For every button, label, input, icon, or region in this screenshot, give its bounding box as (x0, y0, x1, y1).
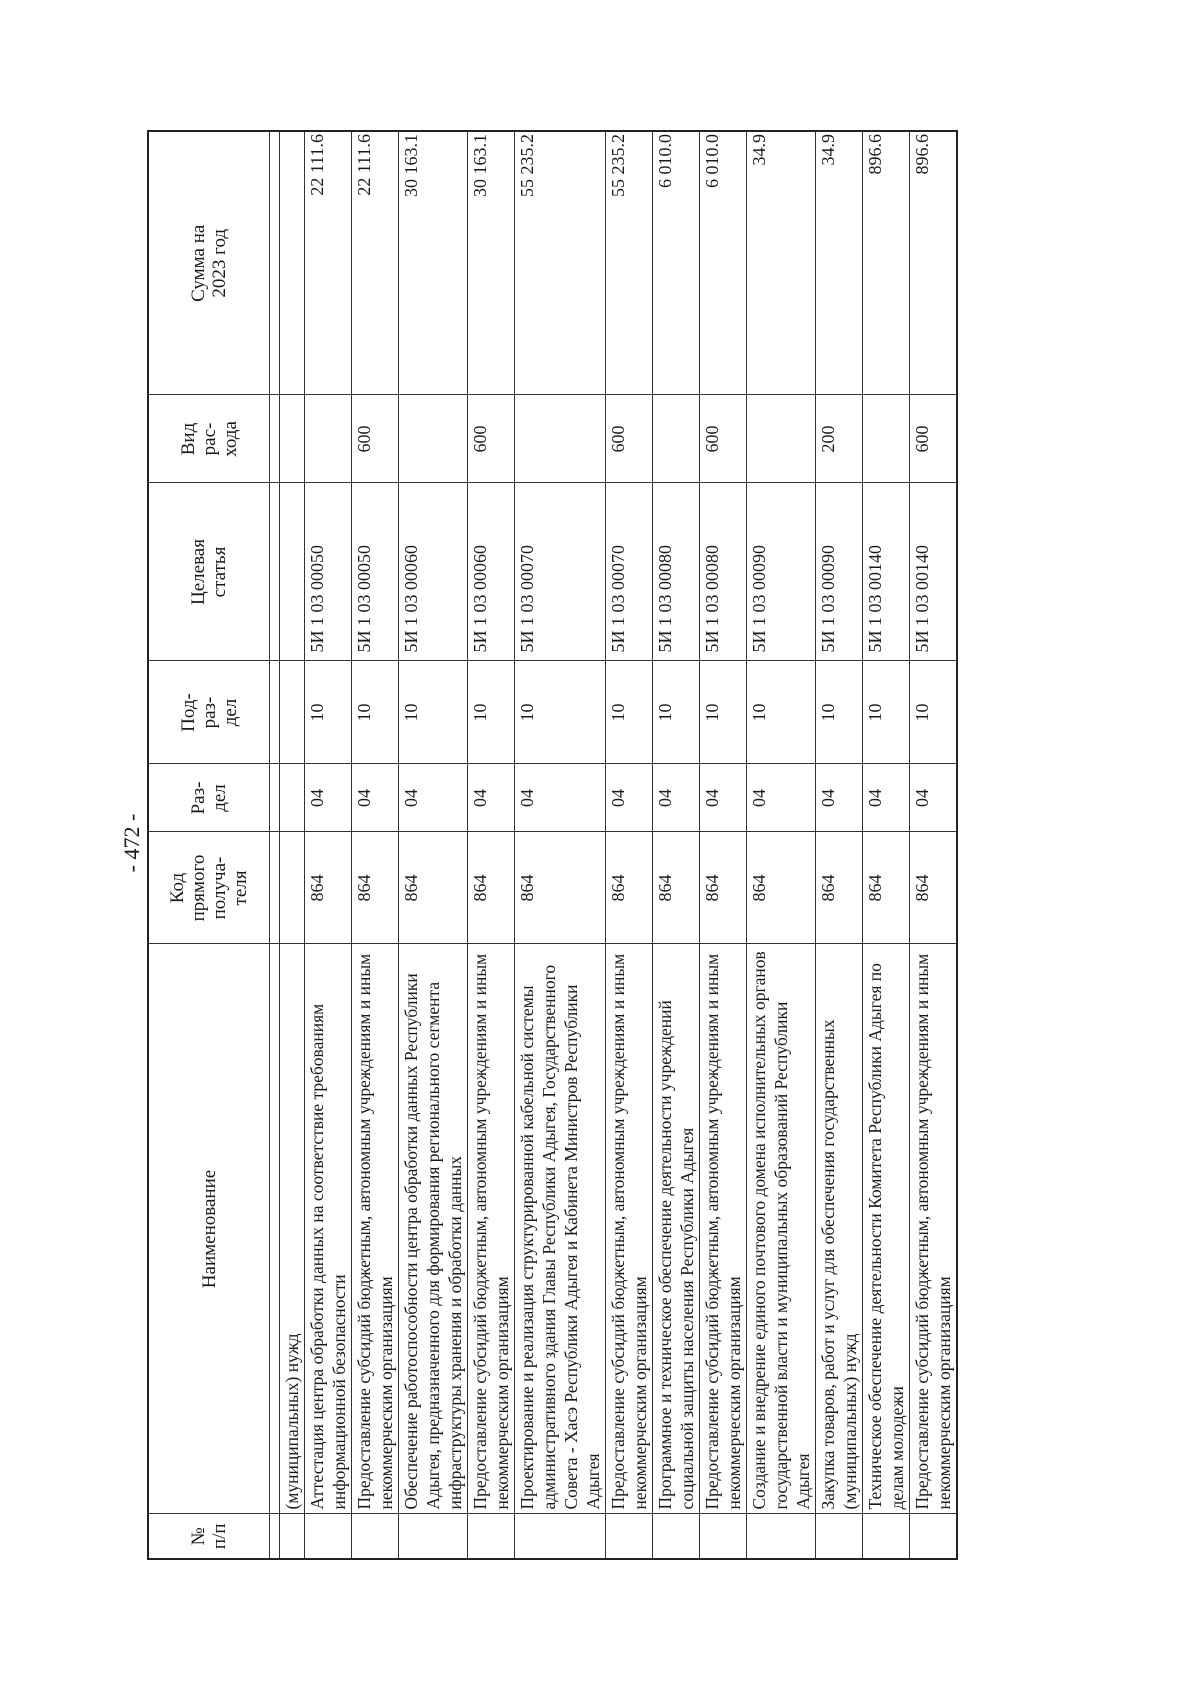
cell-target: 5И 1 03 00140 (910, 483, 958, 661)
cell-num (816, 1514, 863, 1559)
cell-num (606, 1514, 653, 1559)
cell-section: 04 (399, 764, 468, 832)
cell-section: 04 (515, 764, 606, 832)
cell-target: 5И 1 03 00140 (863, 483, 910, 661)
cell-num (352, 1514, 399, 1559)
cell-subsection: 10 (816, 661, 863, 764)
cell-name: Предоставление субсидий бюджетным, автономным учреждениям и иным некоммерческим организациям (700, 944, 747, 1514)
cell-subsection: 10 (515, 661, 606, 764)
cell-num (653, 1514, 700, 1559)
table-row (399, 131, 468, 1559)
cell-amount: 55 235.2 (606, 131, 653, 395)
cell-recipient: 864 (305, 832, 352, 944)
cell-name: Создание и внедрение единого почтового домена исполнительных органов государственной власти и муниципальных образований Республики Адыгея (747, 944, 816, 1514)
table-row (653, 131, 700, 1559)
cell-name: Техническое обеспечение деятельности Комитета Республики Адыгея по делам молодежи (863, 944, 910, 1514)
header-section: Раз- дел (148, 764, 270, 832)
cell-expense-type: 600 (910, 395, 958, 483)
cell-expense-type (747, 395, 816, 483)
cell-name: Предоставление субсидий бюджетным, автономным учреждениям и иным некоммерческим организациям (606, 944, 653, 1514)
cell-num (515, 1514, 606, 1559)
cell-amount: 55 235.2 (515, 131, 606, 395)
cell-recipient: 864 (352, 832, 399, 944)
cell-expense-type (399, 395, 468, 483)
cell-amount: 22 111.6 (305, 131, 352, 395)
cell-num (863, 1514, 910, 1559)
cell-target: 5И 1 03 00060 (399, 483, 468, 661)
cell-name: Обеспечение работоспособности центра обработки данных Республики Адыгея, предназначенного для формирования регионального сегмента инфраструктуры хранения и обработки данных (399, 944, 468, 1514)
cell-expense-type: 600 (700, 395, 747, 483)
cell-target: 5И 1 03 00050 (305, 483, 352, 661)
table-row (515, 131, 606, 1559)
cell-num (910, 1514, 958, 1559)
cell-expense-type: 600 (352, 395, 399, 483)
cell-section: 04 (700, 764, 747, 832)
cell-section: 04 (468, 764, 515, 832)
table-row (910, 131, 958, 1559)
cell-recipient: 864 (606, 832, 653, 944)
cell-subsection (280, 661, 305, 764)
cell-name: Программное и техническое обеспечение деятельности учреждений социальной защиты населения Республики Адыгея (653, 944, 700, 1514)
cell-expense-type: 600 (468, 395, 515, 483)
cell-expense-type: 200 (816, 395, 863, 483)
header-target: Целевая статья (148, 483, 270, 661)
budget-table (147, 130, 958, 1560)
cell-target: 5И 1 03 00090 (747, 483, 816, 661)
cell-recipient: 864 (653, 832, 700, 944)
cell-amount: 34.9 (816, 131, 863, 395)
cell-subsection: 10 (747, 661, 816, 764)
cell-section: 04 (747, 764, 816, 832)
cell-name: Предоставление субсидий бюджетным, автономным учреждениям и иным некоммерческим организациям (468, 944, 515, 1514)
cell-recipient: 864 (700, 832, 747, 944)
cell-subsection: 10 (606, 661, 653, 764)
cell-name: Проектирование и реализация структурированной кабельной системы административного здания Главы Республики Адыгея, Государственного Совета - Хасэ Республики Адыгея и Кабинета Министров Республики Адыгея (515, 944, 606, 1514)
cell-section: 04 (305, 764, 352, 832)
cell-amount: 6 010.0 (700, 131, 747, 395)
cell-num (700, 1514, 747, 1559)
cell-target: 5И 1 03 00080 (700, 483, 747, 661)
table-row (816, 131, 863, 1559)
cell-recipient: 864 (910, 832, 958, 944)
cell-num (747, 1514, 816, 1559)
table-row (468, 131, 515, 1559)
cell-amount: 22 111.6 (352, 131, 399, 395)
cell-expense-type: 600 (606, 395, 653, 483)
header-expense-type: Вид рас- хода (148, 395, 270, 483)
cell-num (305, 1514, 352, 1559)
cell-num (468, 1514, 515, 1559)
cell-name: Аттестация центра обработки данных на соответствие требованиям информационной безопасности (305, 944, 352, 1514)
table-row (305, 131, 352, 1559)
cell-amount: 896.6 (910, 131, 958, 395)
cell-section: 04 (910, 764, 958, 832)
header-amount: Сумма на 2023 год (148, 131, 270, 395)
cell-num (399, 1514, 468, 1559)
header-name: Наименование (148, 944, 270, 1514)
table-row (352, 131, 399, 1559)
cell-section: 04 (653, 764, 700, 832)
cell-recipient: 864 (863, 832, 910, 944)
table-row (747, 131, 816, 1559)
budget-table-rotated (147, 132, 980, 1560)
cell-name: Предоставление субсидий бюджетным, автономным учреждениям и иным некоммерческим организациям (352, 944, 399, 1514)
cell-expense-type (305, 395, 352, 483)
cell-name: (муниципальных) нужд (280, 944, 305, 1514)
spacer-row (270, 131, 280, 1559)
cell-name: Предоставление субсидий бюджетным, автономным учреждениям и иным некоммерческим организациям (910, 944, 958, 1514)
cell-expense-type (653, 395, 700, 483)
table-row (280, 131, 305, 1559)
cell-amount (280, 131, 305, 395)
cell-section (280, 764, 305, 832)
cell-subsection: 10 (653, 661, 700, 764)
cell-recipient: 864 (515, 832, 606, 944)
cell-num (280, 1514, 305, 1559)
cell-section: 04 (352, 764, 399, 832)
table-body (270, 131, 958, 1559)
cell-recipient: 864 (468, 832, 515, 944)
header-subsection: Под- раз- дел (148, 661, 270, 764)
cell-amount: 30 163.1 (399, 131, 468, 395)
table-row (863, 131, 910, 1559)
cell-subsection: 10 (863, 661, 910, 764)
cell-subsection: 10 (352, 661, 399, 764)
cell-target: 5И 1 03 00060 (468, 483, 515, 661)
cell-recipient: 864 (816, 832, 863, 944)
cell-target: 5И 1 03 00050 (352, 483, 399, 661)
cell-subsection: 10 (305, 661, 352, 764)
cell-expense-type (863, 395, 910, 483)
cell-target: 5И 1 03 00090 (816, 483, 863, 661)
cell-section: 04 (606, 764, 653, 832)
cell-amount: 30 163.1 (468, 131, 515, 395)
cell-target (280, 483, 305, 661)
cell-subsection: 10 (700, 661, 747, 764)
header-num: № п/п (148, 1514, 270, 1559)
cell-amount: 34.9 (747, 131, 816, 395)
cell-recipient: 864 (747, 832, 816, 944)
cell-section: 04 (816, 764, 863, 832)
cell-amount: 896.6 (863, 131, 910, 395)
cell-subsection: 10 (468, 661, 515, 764)
cell-section: 04 (863, 764, 910, 832)
header-recipient: Код прямого получа- теля (148, 832, 270, 944)
cell-name: Закупка товаров, работ и услуг для обеспечения государственных (муниципальных) нужд (816, 944, 863, 1514)
cell-target: 5И 1 03 00080 (653, 483, 700, 661)
cell-recipient: 864 (399, 832, 468, 944)
cell-expense-type (515, 395, 606, 483)
table-row (700, 131, 747, 1559)
table-row (606, 131, 653, 1559)
cell-target: 5И 1 03 00070 (515, 483, 606, 661)
cell-subsection: 10 (399, 661, 468, 764)
cell-amount: 6 010.0 (653, 131, 700, 395)
cell-expense-type (280, 395, 305, 483)
table-header-row (148, 131, 270, 1559)
cell-target: 5И 1 03 00070 (606, 483, 653, 661)
cell-recipient (280, 832, 305, 944)
page-number: - 472 - (119, 813, 144, 873)
cell-subsection: 10 (910, 661, 958, 764)
